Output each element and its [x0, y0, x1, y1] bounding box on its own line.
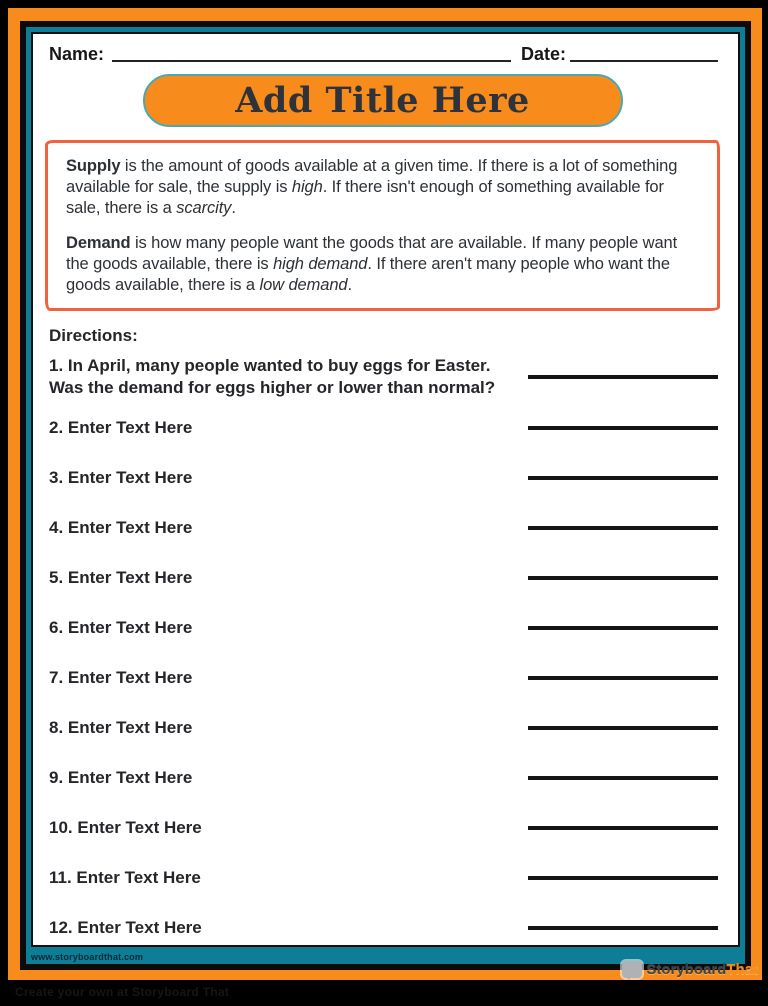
name-blank-line[interactable] [112, 48, 511, 62]
question-row [49, 612, 718, 644]
answer-line[interactable] [528, 826, 718, 830]
question-row [49, 762, 718, 794]
question-row [49, 562, 718, 594]
question-row [49, 812, 718, 844]
date-label: Date: [520, 44, 566, 64]
question-text[interactable]: 12. Enter Text Here [49, 917, 202, 937]
answer-line[interactable] [528, 876, 718, 880]
demand-definition: Demand is how many people want the goods that are available. If many people want the goods available, there is high demand. If there aren't many people who want the goods available, there is a low demand. [66, 233, 678, 294]
question-text[interactable]: 8. Enter Text Here [49, 717, 193, 737]
question-text[interactable]: 4. Enter Text Here [49, 517, 193, 537]
answer-line[interactable] [528, 676, 718, 680]
answer-line[interactable] [528, 476, 718, 480]
question-row [49, 862, 718, 894]
title-banner[interactable] [143, 74, 623, 127]
answer-line[interactable] [528, 776, 718, 780]
date-blank-line[interactable] [570, 48, 718, 62]
logo-text-that: That [726, 961, 758, 978]
answer-line[interactable] [528, 576, 718, 580]
inner-teal-border [26, 27, 745, 964]
footer-url: www.storyboardthat.com [31, 952, 144, 962]
inner-black-border [20, 21, 751, 970]
question-row [49, 662, 718, 694]
question-row [49, 512, 718, 544]
answer-line[interactable] [528, 726, 718, 730]
question-row [49, 412, 718, 444]
worksheet-page [31, 32, 740, 947]
answer-line[interactable] [528, 626, 718, 630]
answer-line[interactable] [528, 375, 718, 379]
question-text[interactable]: 11. Enter Text Here [49, 867, 201, 887]
question-text[interactable]: 2. Enter Text Here [49, 417, 193, 437]
logo-text-storyboard: Storyboard [646, 961, 727, 978]
name-label: Name: [49, 44, 105, 64]
storyboardthat-logo[interactable] [622, 961, 758, 978]
answer-line[interactable] [528, 426, 718, 430]
question-text[interactable]: 10. Enter Text Here [49, 817, 202, 837]
question-text[interactable]: 1. In April, many people wanted to buy eggs for Easter. Was the demand for eggs higher or lower than normal? [49, 355, 496, 397]
question-text[interactable]: 9. Enter Text Here [49, 767, 193, 787]
answer-line[interactable] [528, 526, 718, 530]
bottom-strip-watermark: Create your own at Storyboard That [15, 985, 230, 999]
speech-bubble-icon [622, 961, 642, 978]
definitions-box [45, 140, 720, 311]
question-row [49, 462, 718, 494]
question-row [49, 912, 718, 944]
directions-label: Directions: [49, 325, 138, 345]
question-text[interactable]: 3. Enter Text Here [49, 467, 193, 487]
question-row [49, 355, 718, 399]
question-list [49, 355, 718, 944]
name-date-row [49, 44, 718, 65]
outer-orange-border [8, 8, 762, 980]
question-text[interactable]: 6. Enter Text Here [49, 617, 193, 637]
supply-definition: Supply is the amount of goods available at a given time. If there is a lot of something available for sale, the supply is high. If there isn't enough of something available for sale, there is a scarcity. [66, 157, 678, 217]
question-row [49, 712, 718, 744]
worksheet-title[interactable]: Add Title Here [235, 80, 530, 121]
question-text[interactable]: 5. Enter Text Here [49, 567, 193, 587]
question-text[interactable]: 7. Enter Text Here [49, 667, 193, 687]
answer-line[interactable] [528, 926, 718, 930]
